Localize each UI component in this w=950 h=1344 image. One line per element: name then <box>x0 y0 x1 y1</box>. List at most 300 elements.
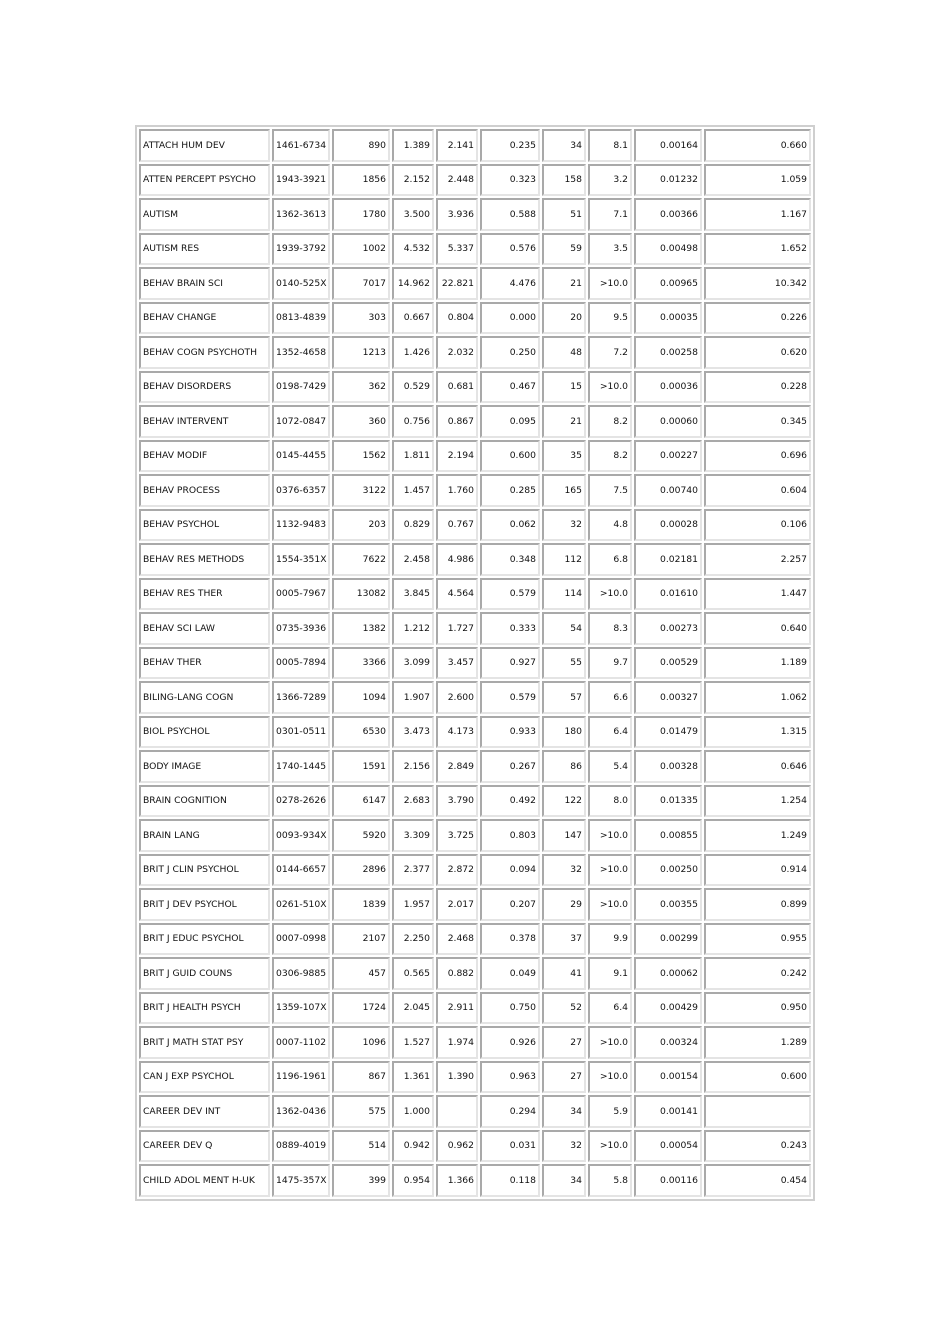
cell-eigenfactor: 0.01479 <box>634 716 702 749</box>
cell-total-cites: 1591 <box>332 750 390 783</box>
cell-issn: 0261-510X <box>272 888 330 921</box>
cell-five-year-impact-factor: 4.564 <box>436 578 478 611</box>
table-row <box>139 716 811 749</box>
cell-five-year-impact-factor: 22.821 <box>436 267 478 300</box>
cell-journal-abbreviation: BRIT J DEV PSYCHOL <box>139 888 270 921</box>
cell-article-influence: 0.600 <box>704 1061 811 1094</box>
cell-total-cites: 867 <box>332 1061 390 1094</box>
cell-five-year-impact-factor: 1.760 <box>436 474 478 507</box>
table-row <box>139 1130 811 1163</box>
cell-issn: 0278-2626 <box>272 785 330 818</box>
cell-total-cites: 7017 <box>332 267 390 300</box>
cell-journal-abbreviation: ATTEN PERCEPT PSYCHO <box>139 164 270 197</box>
cell-cited-half-life: 5.8 <box>588 1164 632 1197</box>
cell-impact-factor: 0.829 <box>392 509 434 542</box>
cell-journal-abbreviation: CAN J EXP PSYCHOL <box>139 1061 270 1094</box>
table-row <box>139 1061 811 1094</box>
cell-issn: 0376-6357 <box>272 474 330 507</box>
table-row <box>139 1164 811 1197</box>
cell-articles: 147 <box>542 819 586 852</box>
cell-articles: 27 <box>542 1061 586 1094</box>
cell-cited-half-life: 6.4 <box>588 992 632 1025</box>
cell-journal-abbreviation: AUTISM RES <box>139 233 270 266</box>
cell-journal-abbreviation: BIOL PSYCHOL <box>139 716 270 749</box>
cell-article-influence: 1.289 <box>704 1026 811 1059</box>
cell-immediacy-index: 0.250 <box>480 336 540 369</box>
cell-issn: 0198-7429 <box>272 371 330 404</box>
cell-impact-factor: 4.532 <box>392 233 434 266</box>
cell-immediacy-index: 0.267 <box>480 750 540 783</box>
cell-article-influence: 0.950 <box>704 992 811 1025</box>
cell-cited-half-life: >10.0 <box>588 1130 632 1163</box>
cell-total-cites: 362 <box>332 371 390 404</box>
cell-eigenfactor: 0.00164 <box>634 129 702 162</box>
cell-article-influence: 1.059 <box>704 164 811 197</box>
cell-eigenfactor: 0.00498 <box>634 233 702 266</box>
cell-cited-half-life: >10.0 <box>588 854 632 887</box>
cell-articles: 114 <box>542 578 586 611</box>
cell-cited-half-life: 6.6 <box>588 681 632 714</box>
cell-five-year-impact-factor: 2.032 <box>436 336 478 369</box>
table-row <box>139 578 811 611</box>
cell-articles: 180 <box>542 716 586 749</box>
cell-articles: 59 <box>542 233 586 266</box>
cell-impact-factor: 2.683 <box>392 785 434 818</box>
cell-articles: 158 <box>542 164 586 197</box>
cell-immediacy-index: 0.803 <box>480 819 540 852</box>
table-row <box>139 129 811 162</box>
cell-issn: 0889-4019 <box>272 1130 330 1163</box>
cell-five-year-impact-factor: 3.936 <box>436 198 478 231</box>
table-row <box>139 854 811 887</box>
cell-journal-abbreviation: BILING-LANG COGN <box>139 681 270 714</box>
cell-total-cites: 890 <box>332 129 390 162</box>
cell-total-cites: 6147 <box>332 785 390 818</box>
cell-eigenfactor: 0.02181 <box>634 543 702 576</box>
cell-five-year-impact-factor: 4.173 <box>436 716 478 749</box>
cell-journal-abbreviation: BRIT J HEALTH PSYCH <box>139 992 270 1025</box>
cell-cited-half-life: >10.0 <box>588 371 632 404</box>
cell-article-influence: 0.914 <box>704 854 811 887</box>
cell-impact-factor: 0.529 <box>392 371 434 404</box>
cell-issn: 1362-0436 <box>272 1095 330 1128</box>
cell-impact-factor: 1.389 <box>392 129 434 162</box>
cell-articles: 15 <box>542 371 586 404</box>
cell-immediacy-index: 0.963 <box>480 1061 540 1094</box>
cell-immediacy-index: 0.588 <box>480 198 540 231</box>
cell-impact-factor: 0.756 <box>392 405 434 438</box>
cell-immediacy-index: 0.926 <box>480 1026 540 1059</box>
table-row <box>139 198 811 231</box>
cell-immediacy-index: 0.235 <box>480 129 540 162</box>
cell-articles: 57 <box>542 681 586 714</box>
cell-articles: 54 <box>542 612 586 645</box>
cell-immediacy-index: 0.933 <box>480 716 540 749</box>
cell-articles: 122 <box>542 785 586 818</box>
cell-article-influence: 1.315 <box>704 716 811 749</box>
cell-article-influence: 1.254 <box>704 785 811 818</box>
cell-issn: 1461-6734 <box>272 129 330 162</box>
cell-eigenfactor: 0.00060 <box>634 405 702 438</box>
cell-articles: 165 <box>542 474 586 507</box>
cell-immediacy-index: 4.476 <box>480 267 540 300</box>
cell-eigenfactor: 0.00273 <box>634 612 702 645</box>
journal-metrics-table-frame <box>135 125 815 1201</box>
cell-immediacy-index: 0.323 <box>480 164 540 197</box>
cell-cited-half-life: 4.8 <box>588 509 632 542</box>
cell-impact-factor: 1.957 <box>392 888 434 921</box>
cell-eigenfactor: 0.00324 <box>634 1026 702 1059</box>
cell-five-year-impact-factor: 1.974 <box>436 1026 478 1059</box>
cell-eigenfactor: 0.00299 <box>634 923 702 956</box>
cell-article-influence: 1.447 <box>704 578 811 611</box>
table-row <box>139 612 811 645</box>
cell-total-cites: 5920 <box>332 819 390 852</box>
table-row <box>139 267 811 300</box>
cell-impact-factor: 3.845 <box>392 578 434 611</box>
table-row <box>139 405 811 438</box>
cell-article-influence: 0.242 <box>704 957 811 990</box>
cell-eigenfactor: 0.00328 <box>634 750 702 783</box>
cell-impact-factor: 1.000 <box>392 1095 434 1128</box>
cell-total-cites: 1780 <box>332 198 390 231</box>
cell-total-cites: 2896 <box>332 854 390 887</box>
cell-eigenfactor: 0.01335 <box>634 785 702 818</box>
cell-article-influence: 10.342 <box>704 267 811 300</box>
cell-articles: 32 <box>542 509 586 542</box>
table-row <box>139 440 811 473</box>
cell-issn: 1132-9483 <box>272 509 330 542</box>
cell-eigenfactor: 0.00355 <box>634 888 702 921</box>
cell-journal-abbreviation: BEHAV PSYCHOL <box>139 509 270 542</box>
cell-articles: 21 <box>542 405 586 438</box>
cell-journal-abbreviation: BRAIN COGNITION <box>139 785 270 818</box>
cell-immediacy-index: 0.378 <box>480 923 540 956</box>
cell-total-cites: 399 <box>332 1164 390 1197</box>
cell-cited-half-life: 8.2 <box>588 440 632 473</box>
cell-impact-factor: 1.426 <box>392 336 434 369</box>
cell-article-influence: 0.899 <box>704 888 811 921</box>
cell-issn: 1366-7289 <box>272 681 330 714</box>
cell-issn: 0145-4455 <box>272 440 330 473</box>
cell-articles: 32 <box>542 1130 586 1163</box>
cell-issn: 1475-357X <box>272 1164 330 1197</box>
cell-impact-factor: 3.099 <box>392 647 434 680</box>
table-row <box>139 992 811 1025</box>
cell-article-influence: 0.646 <box>704 750 811 783</box>
table-row <box>139 509 811 542</box>
cell-total-cites: 3122 <box>332 474 390 507</box>
table-row <box>139 681 811 714</box>
cell-article-influence: 1.652 <box>704 233 811 266</box>
cell-five-year-impact-factor: 2.448 <box>436 164 478 197</box>
cell-impact-factor: 2.458 <box>392 543 434 576</box>
cell-issn: 1072-0847 <box>272 405 330 438</box>
table-body <box>139 129 811 1197</box>
cell-article-influence: 0.106 <box>704 509 811 542</box>
cell-articles: 86 <box>542 750 586 783</box>
cell-issn: 0306-9885 <box>272 957 330 990</box>
cell-cited-half-life: 6.4 <box>588 716 632 749</box>
cell-five-year-impact-factor: 2.141 <box>436 129 478 162</box>
cell-article-influence: 1.249 <box>704 819 811 852</box>
cell-total-cites: 360 <box>332 405 390 438</box>
cell-cited-half-life: 8.2 <box>588 405 632 438</box>
cell-total-cites: 1213 <box>332 336 390 369</box>
table-row <box>139 474 811 507</box>
cell-eigenfactor: 0.00965 <box>634 267 702 300</box>
cell-journal-abbreviation: BRAIN LANG <box>139 819 270 852</box>
table-row <box>139 957 811 990</box>
cell-eigenfactor: 0.00028 <box>634 509 702 542</box>
cell-total-cites: 2107 <box>332 923 390 956</box>
cell-total-cites: 1856 <box>332 164 390 197</box>
cell-article-influence: 0.955 <box>704 923 811 956</box>
cell-journal-abbreviation: BRIT J MATH STAT PSY <box>139 1026 270 1059</box>
cell-article-influence: 2.257 <box>704 543 811 576</box>
cell-immediacy-index: 0.492 <box>480 785 540 818</box>
cell-five-year-impact-factor: 0.804 <box>436 302 478 335</box>
cell-eigenfactor: 0.00227 <box>634 440 702 473</box>
cell-immediacy-index: 0.062 <box>480 509 540 542</box>
cell-eigenfactor: 0.00054 <box>634 1130 702 1163</box>
cell-issn: 1939-3792 <box>272 233 330 266</box>
cell-cited-half-life: 9.5 <box>588 302 632 335</box>
cell-immediacy-index: 0.207 <box>480 888 540 921</box>
cell-five-year-impact-factor: 0.962 <box>436 1130 478 1163</box>
cell-total-cites: 6530 <box>332 716 390 749</box>
cell-journal-abbreviation: BEHAV PROCESS <box>139 474 270 507</box>
cell-total-cites: 1382 <box>332 612 390 645</box>
cell-total-cites: 575 <box>332 1095 390 1128</box>
cell-impact-factor: 1.457 <box>392 474 434 507</box>
cell-articles: 55 <box>542 647 586 680</box>
cell-total-cites: 3366 <box>332 647 390 680</box>
cell-cited-half-life: 8.0 <box>588 785 632 818</box>
cell-articles: 21 <box>542 267 586 300</box>
cell-impact-factor: 0.942 <box>392 1130 434 1163</box>
cell-cited-half-life: >10.0 <box>588 578 632 611</box>
cell-cited-half-life: 9.9 <box>588 923 632 956</box>
table-row <box>139 750 811 783</box>
cell-immediacy-index: 0.576 <box>480 233 540 266</box>
cell-journal-abbreviation: BEHAV BRAIN SCI <box>139 267 270 300</box>
cell-immediacy-index: 0.094 <box>480 854 540 887</box>
cell-article-influence: 1.062 <box>704 681 811 714</box>
cell-five-year-impact-factor <box>436 1095 478 1128</box>
cell-articles: 112 <box>542 543 586 576</box>
cell-article-influence: 0.696 <box>704 440 811 473</box>
table-row <box>139 371 811 404</box>
cell-total-cites: 7622 <box>332 543 390 576</box>
cell-total-cites: 1096 <box>332 1026 390 1059</box>
cell-cited-half-life: >10.0 <box>588 888 632 921</box>
table-row <box>139 543 811 576</box>
cell-eigenfactor: 0.00062 <box>634 957 702 990</box>
cell-impact-factor: 3.500 <box>392 198 434 231</box>
cell-eigenfactor: 0.01610 <box>634 578 702 611</box>
journal-metrics-table <box>137 127 813 1199</box>
cell-impact-factor: 1.907 <box>392 681 434 714</box>
cell-article-influence: 0.660 <box>704 129 811 162</box>
table-row <box>139 336 811 369</box>
cell-article-influence: 0.345 <box>704 405 811 438</box>
cell-total-cites: 1839 <box>332 888 390 921</box>
cell-five-year-impact-factor: 3.790 <box>436 785 478 818</box>
cell-impact-factor: 3.309 <box>392 819 434 852</box>
cell-issn: 0093-934X <box>272 819 330 852</box>
cell-eigenfactor: 0.00529 <box>634 647 702 680</box>
cell-eigenfactor: 0.00036 <box>634 371 702 404</box>
cell-five-year-impact-factor: 3.457 <box>436 647 478 680</box>
cell-article-influence: 0.228 <box>704 371 811 404</box>
cell-issn: 0140-525X <box>272 267 330 300</box>
cell-article-influence: 0.604 <box>704 474 811 507</box>
cell-immediacy-index: 0.348 <box>480 543 540 576</box>
cell-total-cites: 1094 <box>332 681 390 714</box>
cell-cited-half-life: 9.1 <box>588 957 632 990</box>
cell-journal-abbreviation: CAREER DEV INT <box>139 1095 270 1128</box>
cell-cited-half-life: >10.0 <box>588 1026 632 1059</box>
cell-articles: 51 <box>542 198 586 231</box>
cell-issn: 0007-1102 <box>272 1026 330 1059</box>
cell-articles: 34 <box>542 129 586 162</box>
cell-immediacy-index: 0.095 <box>480 405 540 438</box>
cell-five-year-impact-factor: 0.867 <box>436 405 478 438</box>
cell-immediacy-index: 0.118 <box>480 1164 540 1197</box>
cell-immediacy-index: 0.000 <box>480 302 540 335</box>
cell-total-cites: 203 <box>332 509 390 542</box>
cell-journal-abbreviation: BEHAV DISORDERS <box>139 371 270 404</box>
cell-immediacy-index: 0.600 <box>480 440 540 473</box>
cell-cited-half-life: >10.0 <box>588 1061 632 1094</box>
cell-journal-abbreviation: BODY IMAGE <box>139 750 270 783</box>
cell-impact-factor: 0.565 <box>392 957 434 990</box>
cell-total-cites: 303 <box>332 302 390 335</box>
cell-five-year-impact-factor: 0.882 <box>436 957 478 990</box>
cell-five-year-impact-factor: 2.017 <box>436 888 478 921</box>
cell-impact-factor: 2.156 <box>392 750 434 783</box>
cell-eigenfactor: 0.00740 <box>634 474 702 507</box>
cell-journal-abbreviation: BRIT J GUID COUNS <box>139 957 270 990</box>
cell-article-influence: 1.189 <box>704 647 811 680</box>
cell-immediacy-index: 0.049 <box>480 957 540 990</box>
cell-cited-half-life: 3.2 <box>588 164 632 197</box>
cell-total-cites: 1724 <box>332 992 390 1025</box>
table-row <box>139 233 811 266</box>
cell-impact-factor: 1.361 <box>392 1061 434 1094</box>
cell-journal-abbreviation: ATTACH HUM DEV <box>139 129 270 162</box>
cell-journal-abbreviation: CAREER DEV Q <box>139 1130 270 1163</box>
cell-impact-factor: 3.473 <box>392 716 434 749</box>
cell-eigenfactor: 0.00035 <box>634 302 702 335</box>
cell-cited-half-life: >10.0 <box>588 819 632 852</box>
cell-journal-abbreviation: BRIT J EDUC PSYCHOL <box>139 923 270 956</box>
cell-impact-factor: 1.811 <box>392 440 434 473</box>
cell-articles: 29 <box>542 888 586 921</box>
cell-cited-half-life: 3.5 <box>588 233 632 266</box>
cell-eigenfactor: 0.00154 <box>634 1061 702 1094</box>
table-row <box>139 1095 811 1128</box>
table-row <box>139 923 811 956</box>
cell-journal-abbreviation: BEHAV RES METHODS <box>139 543 270 576</box>
cell-impact-factor: 0.954 <box>392 1164 434 1197</box>
table-row <box>139 888 811 921</box>
cell-issn: 1943-3921 <box>272 164 330 197</box>
cell-issn: 1352-4658 <box>272 336 330 369</box>
cell-issn: 0813-4839 <box>272 302 330 335</box>
cell-issn: 1362-3613 <box>272 198 330 231</box>
cell-eigenfactor: 0.00250 <box>634 854 702 887</box>
cell-articles: 52 <box>542 992 586 1025</box>
cell-articles: 27 <box>542 1026 586 1059</box>
cell-cited-half-life: 5.4 <box>588 750 632 783</box>
cell-impact-factor: 2.377 <box>392 854 434 887</box>
cell-cited-half-life: 9.7 <box>588 647 632 680</box>
cell-five-year-impact-factor: 3.725 <box>436 819 478 852</box>
cell-journal-abbreviation: CHILD ADOL MENT H-UK <box>139 1164 270 1197</box>
cell-cited-half-life: 6.8 <box>588 543 632 576</box>
cell-five-year-impact-factor: 2.911 <box>436 992 478 1025</box>
cell-article-influence <box>704 1095 811 1128</box>
cell-journal-abbreviation: AUTISM <box>139 198 270 231</box>
cell-impact-factor: 0.667 <box>392 302 434 335</box>
cell-total-cites: 13082 <box>332 578 390 611</box>
cell-issn: 0005-7894 <box>272 647 330 680</box>
table-row <box>139 302 811 335</box>
cell-articles: 34 <box>542 1095 586 1128</box>
cell-issn: 0007-0998 <box>272 923 330 956</box>
cell-issn: 0735-3936 <box>272 612 330 645</box>
cell-journal-abbreviation: BEHAV RES THER <box>139 578 270 611</box>
cell-article-influence: 0.243 <box>704 1130 811 1163</box>
cell-journal-abbreviation: BEHAV THER <box>139 647 270 680</box>
cell-five-year-impact-factor: 5.337 <box>436 233 478 266</box>
cell-article-influence: 0.226 <box>704 302 811 335</box>
cell-issn: 0301-0511 <box>272 716 330 749</box>
cell-issn: 1359-107X <box>272 992 330 1025</box>
cell-five-year-impact-factor: 2.872 <box>436 854 478 887</box>
cell-article-influence: 0.454 <box>704 1164 811 1197</box>
cell-articles: 48 <box>542 336 586 369</box>
cell-cited-half-life: >10.0 <box>588 267 632 300</box>
cell-article-influence: 0.620 <box>704 336 811 369</box>
cell-impact-factor: 2.152 <box>392 164 434 197</box>
cell-issn: 0144-6657 <box>272 854 330 887</box>
cell-cited-half-life: 8.1 <box>588 129 632 162</box>
cell-five-year-impact-factor: 4.986 <box>436 543 478 576</box>
cell-immediacy-index: 0.579 <box>480 681 540 714</box>
cell-five-year-impact-factor: 1.727 <box>436 612 478 645</box>
cell-immediacy-index: 0.467 <box>480 371 540 404</box>
cell-cited-half-life: 7.1 <box>588 198 632 231</box>
cell-eigenfactor: 0.00141 <box>634 1095 702 1128</box>
cell-cited-half-life: 7.2 <box>588 336 632 369</box>
cell-cited-half-life: 8.3 <box>588 612 632 645</box>
cell-eigenfactor: 0.00258 <box>634 336 702 369</box>
cell-issn: 1740-1445 <box>272 750 330 783</box>
cell-articles: 32 <box>542 854 586 887</box>
cell-impact-factor: 2.250 <box>392 923 434 956</box>
cell-total-cites: 1562 <box>332 440 390 473</box>
cell-articles: 41 <box>542 957 586 990</box>
cell-journal-abbreviation: BEHAV COGN PSYCHOTH <box>139 336 270 369</box>
cell-immediacy-index: 0.031 <box>480 1130 540 1163</box>
cell-total-cites: 457 <box>332 957 390 990</box>
cell-immediacy-index: 0.294 <box>480 1095 540 1128</box>
cell-eigenfactor: 0.01232 <box>634 164 702 197</box>
cell-eigenfactor: 0.00429 <box>634 992 702 1025</box>
